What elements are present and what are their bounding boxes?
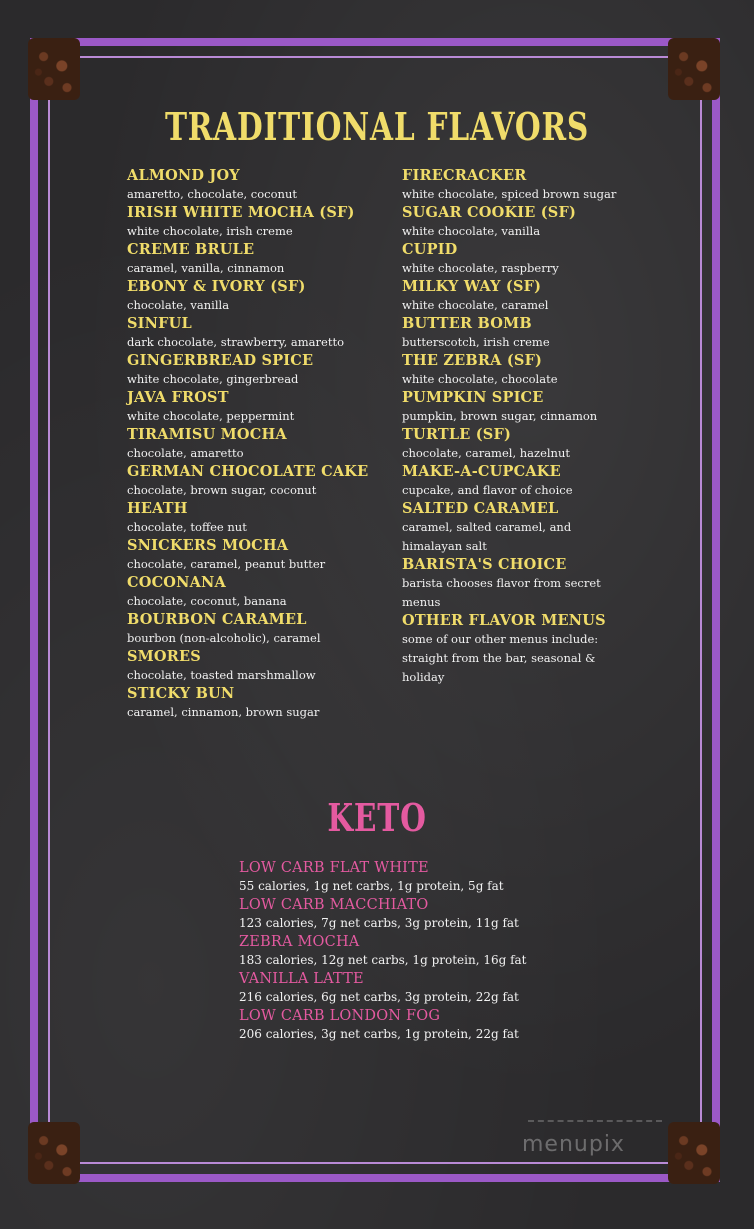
- watermark-dash-line: [528, 1120, 662, 1122]
- item-description: 206 calories, 3g net carbs, 1g protein, 22g fat: [239, 1027, 519, 1041]
- menu-item: [127, 241, 387, 278]
- menu-item: [239, 896, 539, 933]
- menu-item: [402, 167, 632, 204]
- traditional-flavors-title: TRADITIONAL FLAVORS: [164, 104, 590, 149]
- item-name: SALTED CARAMEL: [402, 500, 559, 517]
- menu-item: [127, 537, 387, 574]
- item-description: white chocolate, gingerbread: [127, 372, 299, 386]
- item-name: LOW CARB MACCHIATO: [239, 897, 429, 913]
- item-description: white chocolate, spiced brown sugar: [402, 187, 617, 201]
- item-name: SUGAR COOKIE (SF): [402, 204, 577, 221]
- item-name: CUPID: [402, 241, 458, 258]
- item-name: MAKE-A-CUPCAKE: [402, 463, 561, 480]
- menu-item: [402, 389, 632, 426]
- item-description: some of our other menus include: straight from the bar, seasonal & holiday: [402, 632, 599, 684]
- item-description: amaretto, chocolate, coconut: [127, 187, 297, 201]
- item-name: SNICKERS MOCHA: [127, 537, 289, 554]
- item-description: white chocolate, irish creme: [127, 224, 293, 238]
- item-description: white chocolate, chocolate: [402, 372, 558, 386]
- item-description: caramel, salted caramel, and himalayan salt: [402, 520, 572, 553]
- item-name: LOW CARB LONDON FOG: [239, 1008, 441, 1024]
- traditional-left-column: [127, 167, 387, 722]
- item-name: GERMAN CHOCOLATE CAKE: [127, 463, 369, 480]
- menu-item: [402, 278, 632, 315]
- item-name: SINFUL: [127, 315, 192, 332]
- item-description: chocolate, toffee nut: [127, 520, 247, 534]
- item-description: 123 calories, 7g net carbs, 3g protein, 11g fat: [239, 916, 519, 930]
- menu-item: [127, 352, 387, 389]
- item-name: ZEBRA MOCHA: [239, 934, 360, 950]
- item-name: STICKY BUN: [127, 685, 235, 702]
- item-name: BOURBON CARAMEL: [127, 611, 307, 628]
- item-description: white chocolate, caramel: [402, 298, 549, 312]
- menu-item: [127, 389, 387, 426]
- item-description: chocolate, vanilla: [127, 298, 230, 312]
- item-description: chocolate, toasted marshmallow: [127, 668, 316, 682]
- item-name: MILKY WAY (SF): [402, 278, 542, 295]
- item-description: white chocolate, peppermint: [127, 409, 295, 423]
- item-name: VANILLA LATTE: [239, 971, 364, 987]
- menu-item: [402, 463, 632, 500]
- menu-item: [239, 933, 539, 970]
- item-description: chocolate, caramel, peanut butter: [127, 557, 326, 571]
- menu-item: [239, 1007, 539, 1044]
- menu-item: [127, 278, 387, 315]
- menu-item: [127, 611, 387, 648]
- item-name: OTHER FLAVOR MENUS: [402, 612, 606, 629]
- menu-item: [127, 574, 387, 611]
- keto-title: KETO: [327, 795, 427, 840]
- coffee-beans-corner-top-right: [668, 38, 720, 100]
- item-name: SMORES: [127, 648, 201, 665]
- item-description: chocolate, brown sugar, coconut: [127, 483, 317, 497]
- menu-item: [402, 241, 632, 278]
- item-description: dark chocolate, strawberry, amaretto: [127, 335, 344, 349]
- item-name: TURTLE (SF): [402, 426, 512, 443]
- item-name: PUMPKIN SPICE: [402, 389, 544, 406]
- item-description: 55 calories, 1g net carbs, 1g protein, 5g fat: [239, 879, 504, 893]
- menu-item: [127, 204, 387, 241]
- menu-item: [402, 612, 632, 687]
- item-description: 216 calories, 6g net carbs, 3g protein, 22g fat: [239, 990, 519, 1004]
- item-name: LOW CARB FLAT WHITE: [239, 860, 429, 876]
- item-description: chocolate, coconut, banana: [127, 594, 287, 608]
- item-description: chocolate, amaretto: [127, 446, 244, 460]
- menu-item: [239, 970, 539, 1007]
- menu-item: [127, 426, 387, 463]
- item-description: pumpkin, brown sugar, cinnamon: [402, 409, 598, 423]
- item-name: BARISTA'S CHOICE: [402, 556, 567, 573]
- item-description: caramel, vanilla, cinnamon: [127, 261, 285, 275]
- menu-item: [402, 556, 632, 612]
- item-name: HEATH: [127, 500, 188, 517]
- coffee-beans-corner-top-left: [28, 38, 80, 100]
- item-description: butterscotch, irish creme: [402, 335, 550, 349]
- traditional-right-column: [402, 167, 632, 687]
- item-name: CREME BRULE: [127, 241, 255, 258]
- item-name: IRISH WHITE MOCHA (SF): [127, 204, 355, 221]
- menu-item: [402, 426, 632, 463]
- menu-item: [239, 859, 539, 896]
- item-name: COCONANA: [127, 574, 226, 591]
- item-description: caramel, cinnamon, brown sugar: [127, 705, 320, 719]
- menu-item: [127, 167, 387, 204]
- menu-item: [127, 463, 387, 500]
- menu-item: [127, 315, 387, 352]
- menu-item: [402, 204, 632, 241]
- item-description: white chocolate, vanilla: [402, 224, 541, 238]
- menu-item: [402, 500, 632, 556]
- menupix-watermark: menupix: [522, 1132, 625, 1157]
- item-description: barista chooses flavor from secret menus: [402, 576, 601, 609]
- item-name: JAVA FROST: [127, 389, 229, 406]
- item-description: white chocolate, raspberry: [402, 261, 559, 275]
- menu-item: [127, 685, 387, 722]
- coffee-beans-corner-bottom-left: [28, 1122, 80, 1184]
- item-name: BUTTER BOMB: [402, 315, 532, 332]
- item-description: cupcake, and flavor of choice: [402, 483, 573, 497]
- coffee-beans-corner-bottom-right: [668, 1122, 720, 1184]
- item-name: TIRAMISU MOCHA: [127, 426, 287, 443]
- item-name: FIRECRACKER: [402, 167, 527, 184]
- item-name: GINGERBREAD SPICE: [127, 352, 314, 369]
- keto-column: [239, 859, 539, 1044]
- menu-item: [127, 648, 387, 685]
- menu-item: [402, 352, 632, 389]
- menu-item: [402, 315, 632, 352]
- item-name: THE ZEBRA (SF): [402, 352, 543, 369]
- item-description: bourbon (non-alcoholic), caramel: [127, 631, 321, 645]
- item-description: 183 calories, 12g net carbs, 1g protein, 16g fat: [239, 953, 527, 967]
- item-name: ALMOND JOY: [127, 167, 240, 184]
- item-name: EBONY & IVORY (SF): [127, 278, 306, 295]
- menu-item: [127, 500, 387, 537]
- item-description: chocolate, caramel, hazelnut: [402, 446, 570, 460]
